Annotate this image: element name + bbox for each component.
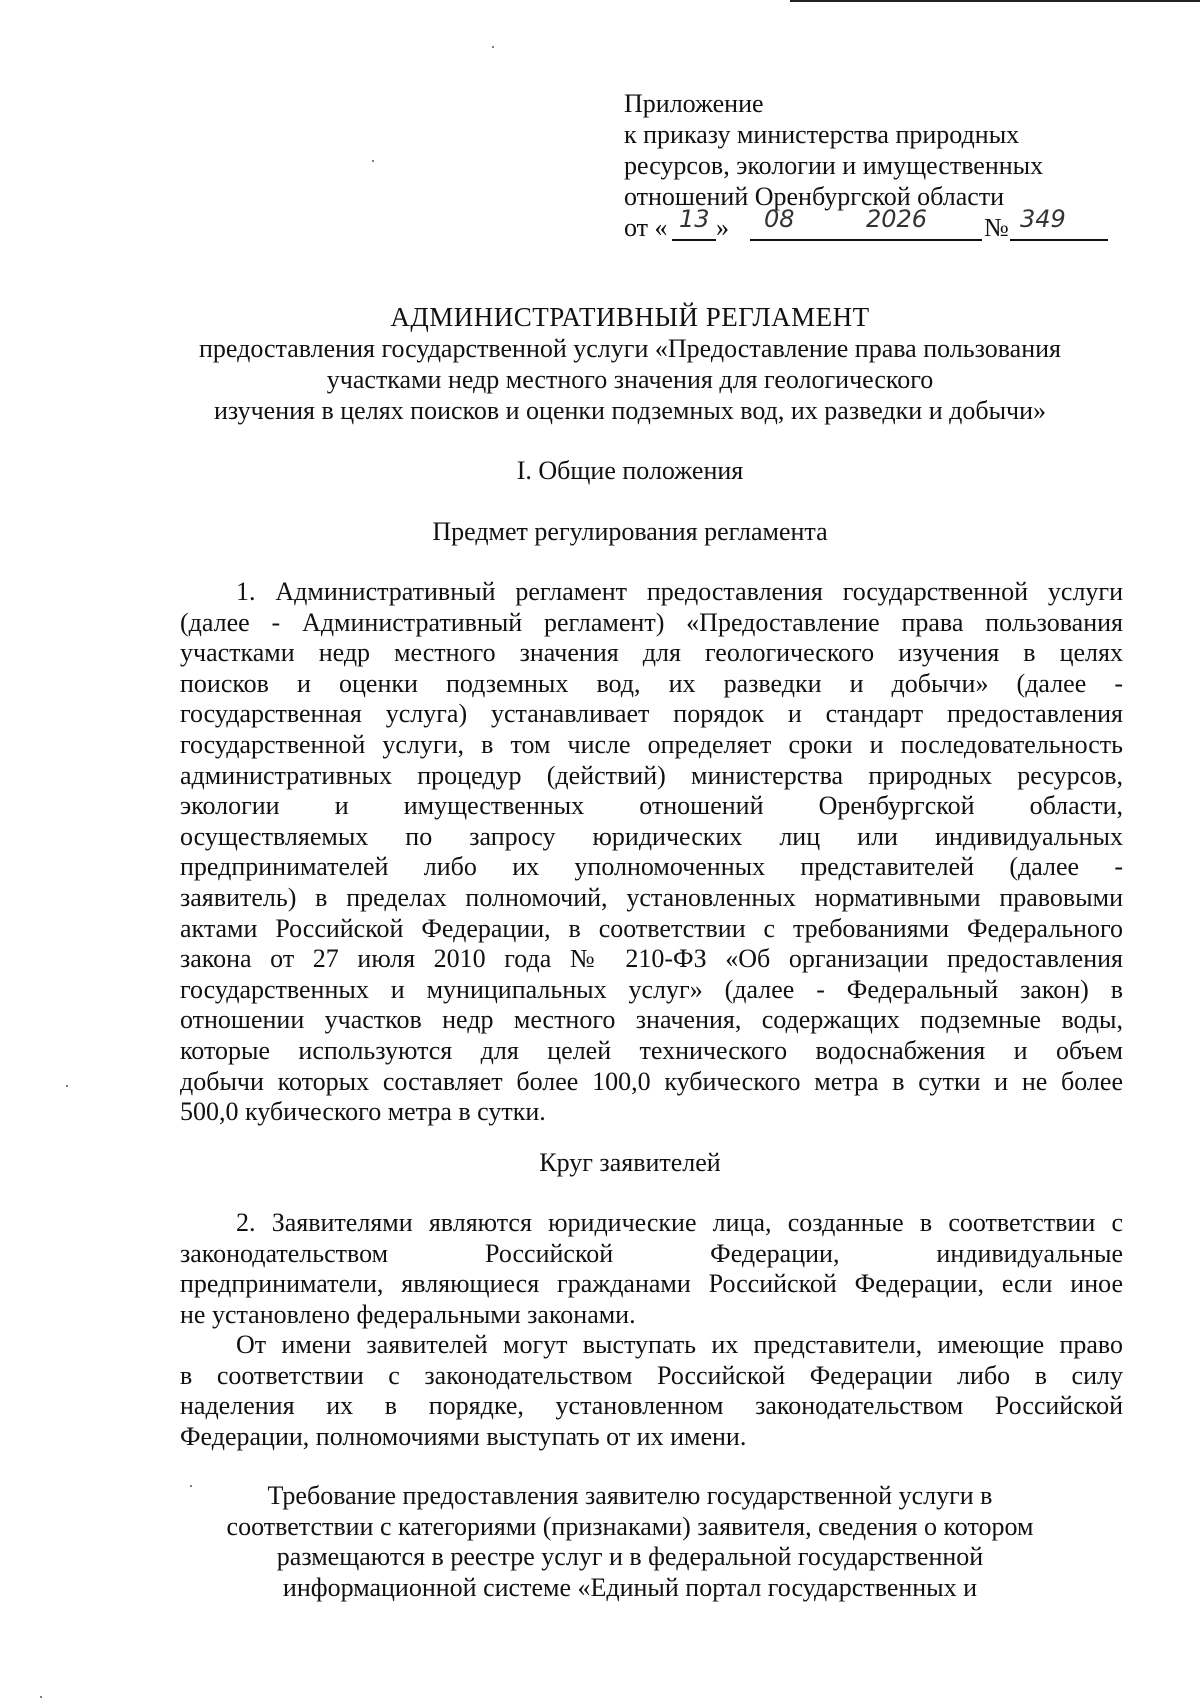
paragraph-line: не установлено федеральными законами. xyxy=(180,1299,636,1329)
paragraph-line: предприниматели, являющиеся гражданами Российской Федерации, если иное xyxy=(180,1269,1123,1299)
paragraph-line: 1. Административный регламент предоставления государственной услуги xyxy=(236,577,1123,606)
heading-line: соответствии с категориями (признаками) заявителя, сведения о котором xyxy=(226,1511,1034,1541)
date-quote-close: » xyxy=(716,213,729,242)
subsection-heading: Круг заявителей xyxy=(539,1148,721,1177)
section-heading: I. Общие положения xyxy=(516,456,744,485)
heading-line: информационной системе «Единый портал государственных и xyxy=(282,1572,978,1602)
paragraph-line: добычи которых составляет более 100,0 кубического метра в сутки и не более xyxy=(180,1066,1123,1096)
number-underline xyxy=(1010,239,1108,241)
paragraph-line: государственной услуги, в том числе определяет сроки и последовательность xyxy=(180,729,1123,759)
heading-line: Требование предоставления заявителю государственной услуги в xyxy=(267,1481,993,1510)
paragraph-line: которые используются для целей технического водоснабжения и объем xyxy=(180,1035,1123,1065)
scan-speck xyxy=(372,160,374,162)
paragraph-line: наделения их в порядке, установленном законодательством Российской xyxy=(180,1391,1123,1421)
document-subtitle-line: предоставления государственной услуги «Предоставление права пользования xyxy=(198,334,1061,363)
regulation-title-block xyxy=(120,302,1140,426)
subsection-heading-multiline xyxy=(120,1481,1140,1603)
appendix-line: Приложение xyxy=(624,89,764,118)
number-prefix: № xyxy=(984,213,1009,242)
date-year-handwritten: 2026 xyxy=(866,205,928,233)
date-day-underline xyxy=(672,239,716,241)
paragraph-3 xyxy=(180,1330,1123,1452)
paragraph-line: поисков и оценки подземных вод, их разведки и добычи» (далее - xyxy=(180,668,1123,698)
paragraph-line: предпринимателей либо их уполномоченных представителей (далее - xyxy=(180,852,1123,882)
number-handwritten: 349 xyxy=(1020,205,1066,233)
document-subtitle-line: участками недр местного значения для геологического xyxy=(326,365,934,394)
appendix-line: ресурсов, экологии и имущественных xyxy=(624,151,1044,180)
paragraph-line: заявитель) в пределах полномочий, установленных нормативными правовыми xyxy=(180,882,1123,912)
paragraph-line: От имени заявителей могут выступать их представители, имеющие право xyxy=(236,1330,1123,1359)
paragraph-line: закона от 27 июля 2010 года № 210-ФЗ «Об организации предоставления xyxy=(180,944,1123,974)
scan-speck xyxy=(40,1696,42,1698)
document-title: АДМИНИСТРАТИВНЫЙ РЕГЛАМЕНТ xyxy=(390,302,870,332)
subsection-heading: Предмет регулирования регламента xyxy=(432,517,828,546)
paragraph-line: административных процедур (действий) министерства природных ресурсов, xyxy=(180,760,1123,790)
paragraph-line: осуществляемых по запросу юридических лиц или индивидуальных xyxy=(180,821,1123,851)
paragraph-line: 500,0 кубического метра в сутки. xyxy=(180,1097,546,1127)
paragraph-line: актами Российской Федерации, в соответствии с требованиями Федерального xyxy=(180,913,1123,943)
heading-line: размещаются в реестре услуг и в федеральной государственной xyxy=(276,1542,984,1572)
scan-edge-line xyxy=(790,0,1200,2)
paragraph-line: государственная услуга) устанавливает порядок и стандарт предоставления xyxy=(180,699,1123,729)
date-month-year-underline xyxy=(750,239,982,241)
order-date-line xyxy=(624,205,1066,243)
paragraph-line: государственных и муниципальных услуг» (далее - Федеральный закон) в xyxy=(180,974,1123,1004)
document-subtitle-line: изучения в целях поисков и оценки подземных вод, их разведки и добычи» xyxy=(213,396,1047,425)
paragraph-line: экологии и имущественных отношений Оренбургской области, xyxy=(180,791,1123,821)
paragraph-2 xyxy=(180,1208,1123,1330)
paragraph-1 xyxy=(180,577,1123,1128)
date-month-handwritten: 08 xyxy=(764,205,795,233)
date-prefix: от « xyxy=(624,213,668,242)
paragraph-line: в соответствии с законодательством Российской Федерации либо в силу xyxy=(180,1360,1123,1390)
paragraph-line: 2. Заявителями являются юридические лица, созданные в соответствии с xyxy=(236,1208,1123,1237)
paragraph-line: (далее - Административный регламент) «Предоставление права пользования xyxy=(180,607,1123,637)
scan-speck xyxy=(66,1085,68,1087)
paragraph-line: отношении участков недр местного значения, содержащих подземные воды, xyxy=(180,1005,1123,1035)
appendix-line: отношений Оренбургской области xyxy=(624,182,1005,211)
paragraph-line: законодательством Российской Федерации, индивидуальные xyxy=(180,1238,1123,1268)
appendix-block xyxy=(624,88,1066,243)
date-day-handwritten: 13 xyxy=(679,205,710,233)
appendix-line: к приказу министерства природных xyxy=(624,120,1020,149)
scan-speck xyxy=(492,46,494,48)
paragraph-line: участками недр местного значения для геологического изучения в целях xyxy=(180,638,1123,668)
paragraph-line: Федерации, полномочиями выступать от их имени. xyxy=(180,1421,747,1451)
